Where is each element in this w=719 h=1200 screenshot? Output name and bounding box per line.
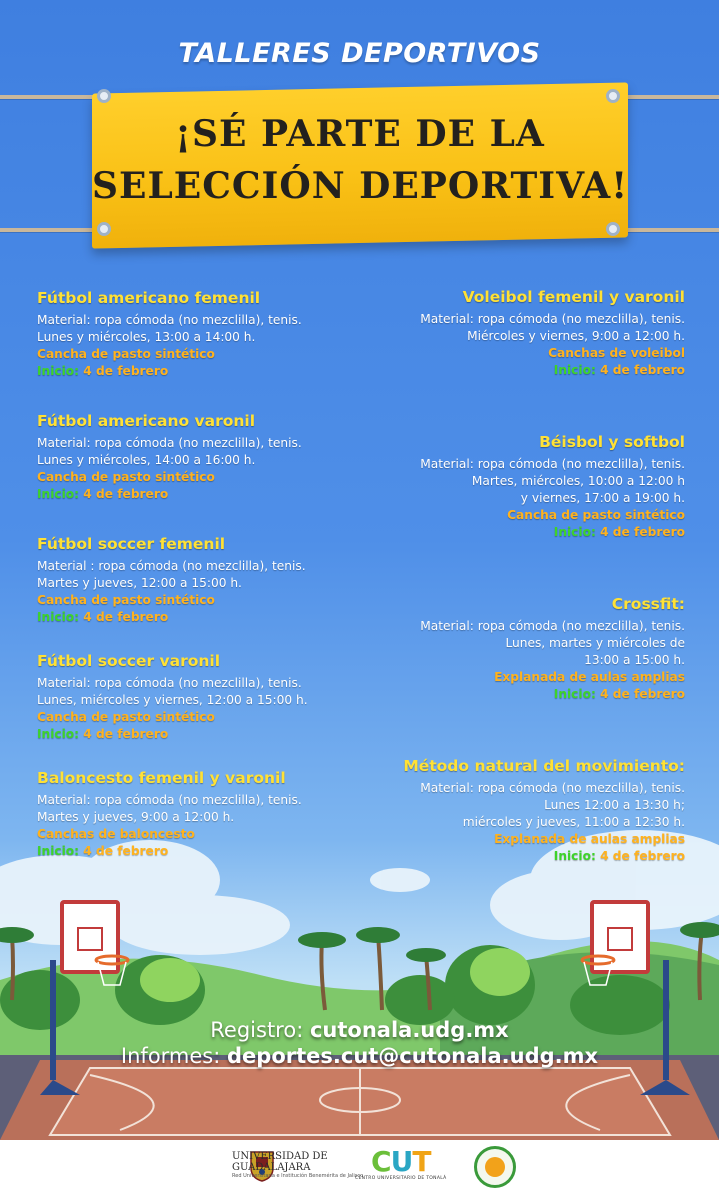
- workshop-material: Material: ropa cómoda (no mezclilla), tenis.: [420, 312, 685, 326]
- workshop-venue: Cancha de pasto sintético: [37, 593, 215, 607]
- start-label: Inicio:: [37, 727, 80, 741]
- workshop-beisbol-softbol: [355, 432, 685, 541]
- workshop-schedule: Martes y jueves, 12:00 a 15:00 h.: [37, 576, 242, 590]
- grommet-icon: [606, 89, 620, 103]
- info-line: [0, 1044, 719, 1068]
- info-label: Informes:: [120, 1044, 221, 1068]
- start-date: 4 de febrero: [83, 610, 169, 624]
- start-label: Inicio:: [37, 610, 80, 624]
- grommet-icon: [97, 222, 111, 236]
- banner-line-1: ¡SÉ PARTE DE LA: [175, 113, 545, 155]
- workshop-title: Béisbol y softbol: [539, 433, 685, 451]
- workshop-futbol-soccer-varonil: [37, 651, 367, 743]
- workshop-crossfit: [355, 594, 685, 703]
- banner-headline: [92, 108, 628, 212]
- workshop-schedule: Lunes, martes y miércoles de: [505, 636, 685, 650]
- banner-line-2: SELECCIÓN DEPORTIVA!: [92, 165, 629, 207]
- udg-line-1: UNIVERSIDAD DE: [232, 1151, 328, 1162]
- start-label: Inicio:: [553, 687, 596, 701]
- workshop-material: Material: ropa cómoda (no mezclilla), tenis.: [37, 436, 302, 450]
- workshop-title: Fútbol soccer varonil: [37, 652, 221, 670]
- udg-line-2: GUADALAJARA: [232, 1162, 311, 1173]
- sports-seal-icon: [474, 1146, 516, 1188]
- start-date: 4 de febrero: [83, 487, 169, 501]
- workshop-venue: Cancha de pasto sintético: [37, 710, 215, 724]
- workshop-schedule-cont: 13:00 a 15:00 h.: [584, 653, 685, 667]
- workshop-schedule: Lunes y miércoles, 13:00 a 14:00 h.: [37, 330, 256, 344]
- workshop-material: Material : ropa cómoda (no mezclilla), tenis.: [37, 559, 306, 573]
- workshop-venue: Cancha de pasto sintético: [37, 347, 215, 361]
- start-label: Inicio:: [553, 849, 596, 863]
- start-label: Inicio:: [37, 364, 80, 378]
- workshop-futbol-americano-varonil: [37, 411, 367, 503]
- workshop-baloncesto: [37, 768, 367, 860]
- seal-center: [485, 1157, 505, 1177]
- workshop-schedule-cont: miércoles y jueves, 11:00 a 12:30 h.: [462, 815, 685, 829]
- workshop-start: [355, 686, 685, 703]
- registration-line: [0, 1018, 719, 1042]
- workshop-material: Material: ropa cómoda (no mezclilla), tenis.: [37, 313, 302, 327]
- workshop-venue: Canchas de baloncesto: [37, 827, 195, 841]
- workshop-schedule: Lunes y miércoles, 14:00 a 16:00 h.: [37, 453, 256, 467]
- workshop-venue: Explanada de aulas amplias: [494, 832, 685, 846]
- workshop-title: Crossfit:: [611, 595, 685, 613]
- grommet-icon: [606, 222, 620, 236]
- start-date: 4 de febrero: [600, 363, 685, 377]
- workshop-futbol-americano-femenil: [37, 288, 367, 380]
- registration-label: Registro:: [210, 1018, 304, 1042]
- start-label: Inicio:: [37, 844, 80, 858]
- udg-tagline: Red Universitaria e Institución Benemérita de Jalisco: [232, 1173, 364, 1179]
- workshop-material: Material: ropa cómoda (no mezclilla), tenis.: [37, 676, 302, 690]
- start-date: 4 de febrero: [600, 849, 685, 863]
- start-date: 4 de febrero: [83, 844, 169, 858]
- cut-logo-letters: CUT: [371, 1145, 431, 1178]
- workshop-voleibol: [355, 287, 685, 379]
- workshop-schedule: Martes y jueves, 9:00 a 12:00 h.: [37, 810, 235, 824]
- workshop-title: Voleibol femenil y varonil: [462, 288, 685, 306]
- workshop-schedule: Miércoles y viernes, 9:00 a 12:00 h.: [467, 329, 685, 343]
- workshop-schedule: Martes, miércoles, 10:00 a 12:00 h: [471, 474, 685, 488]
- udg-wordmark: [232, 1151, 363, 1180]
- workshop-venue: Cancha de pasto sintético: [507, 508, 685, 522]
- workshop-venue: Explanada de aulas amplias: [494, 670, 685, 684]
- workshop-material: Material: ropa cómoda (no mezclilla), tenis.: [420, 781, 685, 795]
- workshop-start: [355, 524, 685, 541]
- workshop-start: [37, 363, 367, 380]
- workshop-venue: Cancha de pasto sintético: [37, 470, 215, 484]
- workshop-start: [355, 362, 685, 379]
- workshop-start: [37, 486, 367, 503]
- start-label: Inicio:: [37, 487, 80, 501]
- workshop-title: Fútbol soccer femenil: [37, 535, 226, 553]
- cut-logo-subtitle: CENTRO UNIVERSITARIO DE TONALÁ: [355, 1176, 447, 1181]
- workshop-start: [37, 609, 367, 626]
- registration-link[interactable]: cutonala.udg.mx: [309, 1018, 509, 1042]
- start-date: 4 de febrero: [83, 364, 169, 378]
- banner-rope-top-right: [612, 95, 719, 99]
- workshop-schedule-cont: y viernes, 17:00 a 19:00 h.: [520, 491, 685, 505]
- workshop-title: Fútbol americano femenil: [37, 289, 261, 307]
- start-label: Inicio:: [553, 525, 596, 539]
- workshop-start: [37, 726, 367, 743]
- workshop-title: Baloncesto femenil y varonil: [37, 769, 286, 787]
- cut-logo: [355, 1145, 447, 1181]
- banner-rope-bottom-right: [612, 228, 719, 232]
- workshop-start: [355, 848, 685, 865]
- workshop-material: Material: ropa cómoda (no mezclilla), tenis.: [420, 619, 685, 633]
- workshop-venue: Canchas de voleibol: [548, 346, 685, 360]
- workshop-schedule: Lunes 12:00 a 13:30 h;: [544, 798, 685, 812]
- workshop-metodo-natural: [355, 756, 685, 865]
- start-label: Inicio:: [553, 363, 596, 377]
- workshop-schedule: Lunes, miércoles y viernes, 12:00 a 15:00 h.: [37, 693, 308, 707]
- info-email-link[interactable]: deportes.cut@cutonala.udg.mx: [227, 1044, 599, 1068]
- workshop-material: Material: ropa cómoda (no mezclilla), tenis.: [37, 793, 302, 807]
- workshop-title: Fútbol americano varonil: [37, 412, 256, 430]
- start-date: 4 de febrero: [600, 687, 685, 701]
- workshop-title: Método natural del movimiento:: [403, 757, 685, 775]
- start-date: 4 de febrero: [83, 727, 169, 741]
- workshop-material: Material: ropa cómoda (no mezclilla), tenis.: [420, 457, 685, 471]
- page-title: TALLERES DEPORTIVOS: [178, 38, 541, 69]
- grommet-icon: [97, 89, 111, 103]
- start-date: 4 de febrero: [600, 525, 685, 539]
- workshop-futbol-soccer-femenil: [37, 534, 367, 626]
- workshop-start: [37, 843, 367, 860]
